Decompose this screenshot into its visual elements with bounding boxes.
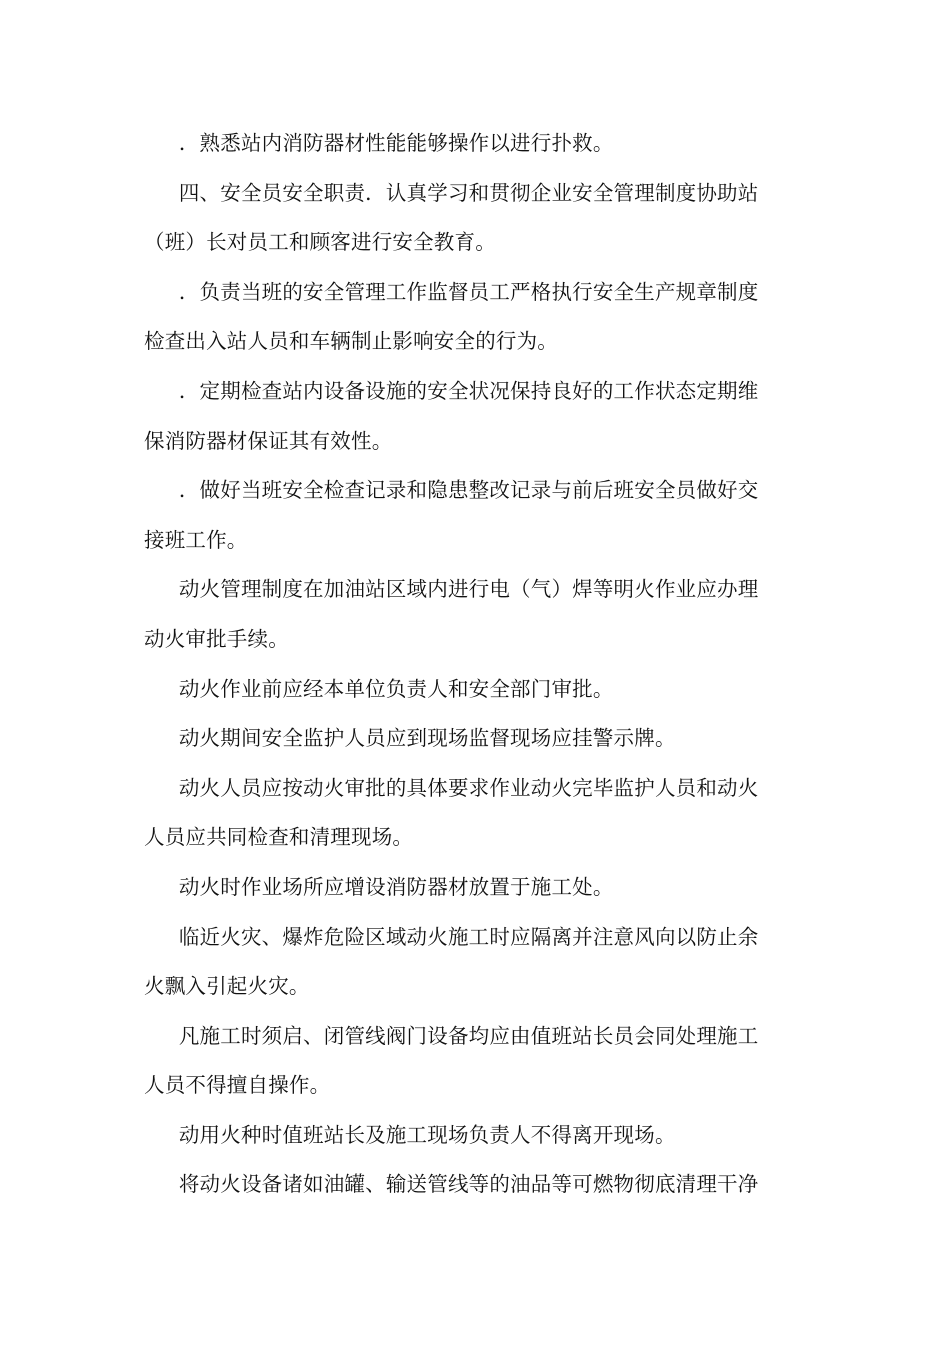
paragraph-shift-handover: ．做好当班安全检查记录和隐患整改记录与前后班安全员做好交接班工作。 [144,478,759,552]
paragraph-site-cleanup: 动火人员应按动火审批的具体要求作业动火完毕监护人员和动火人员应共同检查和清理现场。 [144,775,759,850]
paragraph-shift-safety-supervision: ．负责当班的安全管理工作监督员工严格执行安全生产规章制度检查出入站人员和车辆制止影响安全的行为。 [144,279,759,354]
paragraph-extra-fire-equipment: 动火时作业场所应增设消防器材放置于施工处。 [178,874,614,899]
paragraph-combustible-cleanup: 将动火设备诸如油罐、输送管线等的油品等可燃物彻底清理干净 [178,1172,759,1197]
paragraph-safety-officer-duties: 四、安全员安全职责．认真学习和贯彻企业安全管理制度协助站（班）长对员工和顾客进行安全教育。 [144,180,759,255]
paragraph-equipment-inspection: ．定期检查站内设备设施的安全状况保持良好的工作状态定期维保消防器材保证其有效性。 [144,378,759,453]
paragraph-hazard-area-isolation: 临近火灾、爆炸危险区域动火施工时应隔离并注意风向以防止余火飘入引起火灾。 [144,924,759,999]
paragraph-hot-work-permit: 动火管理制度在加油站区域内进行电（气）焊等明火作业应办理动火审批手续。 [144,577,759,651]
paragraph-hot-work-approval: 动火作业前应经本单位负责人和安全部门审批。 [178,676,614,701]
paragraph-onsite-supervision: 动火期间安全监护人员应到现场监督现场应挂警示牌。 [178,726,676,751]
paragraph-fire-equipment-operation: ．熟悉站内消防器材性能能够操作以进行扑救。 [178,131,614,155]
paragraph-valve-operation: 凡施工时须启、闭管线阀门设备均应由值班站长员会同处理施工人员不得擅自操作。 [144,1023,759,1098]
paragraph-manager-presence: 动用火种时值班站长及施工现场负责人不得离开现场。 [178,1122,676,1147]
document-body [144,119,768,1210]
